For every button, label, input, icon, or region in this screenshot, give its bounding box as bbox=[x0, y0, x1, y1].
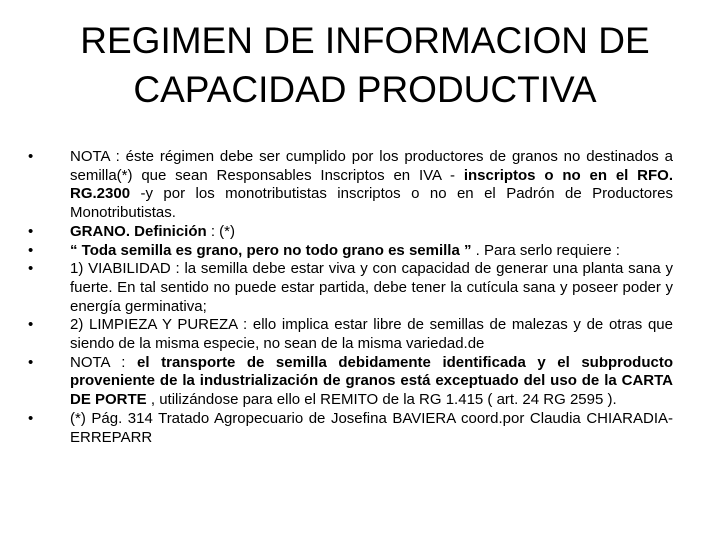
bullet-text: (*) Pág. 314 Tratado Agropecuario de Josefina BAVIERA coord.por Claudia CHIARADIA- ERREPARR bbox=[70, 409, 673, 446]
bullet-item bbox=[28, 316, 673, 353]
bullet-dot-icon: • bbox=[28, 409, 34, 427]
bullet-dot-icon: • bbox=[28, 260, 34, 278]
bullet-list bbox=[28, 148, 673, 447]
bullet-item bbox=[28, 354, 673, 410]
bullet-text: 1) VIABILIDAD : la semilla debe estar viva y con capacidad de generar una planta sana y fuerte. En tal sentido no puede estar partida, debe tener la cutícula sana y poseer poder y energía germinativa; bbox=[70, 260, 673, 315]
bullet-text: . Para serlo requiere : bbox=[471, 241, 620, 259]
slide-title bbox=[40, 16, 690, 114]
bullet-dot-icon: • bbox=[28, 353, 34, 371]
bullet-dot-icon: • bbox=[28, 222, 34, 240]
bullet-text: NOTA : éste régimen debe ser cumplido por los productores de granos no destinados a semilla(*) que sean Responsables Inscriptos en IVA - bbox=[70, 148, 673, 184]
bullet-dot-icon: • bbox=[28, 241, 34, 259]
bullet-text-bold: inscriptos o no en el RFO. RG.2300 bbox=[70, 166, 673, 203]
title-line-2: CAPACIDAD PRODUCTIVA bbox=[133, 69, 597, 110]
bullet-text-bold: el transporte de semilla debidamente identificada y el subproducto proveniente de la industrialización de granos está exceptuado del uso de la CARTA DE PORTE bbox=[70, 353, 673, 409]
bullet-item bbox=[28, 410, 673, 447]
bullet-text: -y por los monotributistas inscriptos o no en el Padrón de Productores Monotributistas. bbox=[70, 185, 673, 222]
bullet-text: 2) LIMPIEZA Y PUREZA : ello implica estar libre de semillas de malezas y de otras que siendo de la misma especie, no sean de la misma variedad.de bbox=[70, 316, 673, 353]
title-line-1: REGIMEN DE INFORMACION DE bbox=[80, 20, 650, 61]
bullet-text-bold: “ Toda semilla es grano, pero no todo grano es semilla ” bbox=[70, 241, 472, 259]
bullet-item bbox=[28, 242, 673, 261]
bullet-text-bold: GRANO. Definición bbox=[70, 222, 207, 240]
bullet-text: NOTA : bbox=[70, 353, 138, 371]
bullet-item bbox=[28, 148, 673, 223]
bullet-dot-icon: • bbox=[28, 148, 34, 165]
bullet-text: , utilizándose para ello el REMITO de la RG 1.415 ( art. 24 RG 2595 ). bbox=[146, 391, 617, 409]
bullet-item bbox=[28, 223, 673, 242]
bullet-item bbox=[28, 260, 673, 316]
bullet-dot-icon: • bbox=[28, 316, 34, 334]
bullet-text: : (*) bbox=[206, 222, 236, 240]
